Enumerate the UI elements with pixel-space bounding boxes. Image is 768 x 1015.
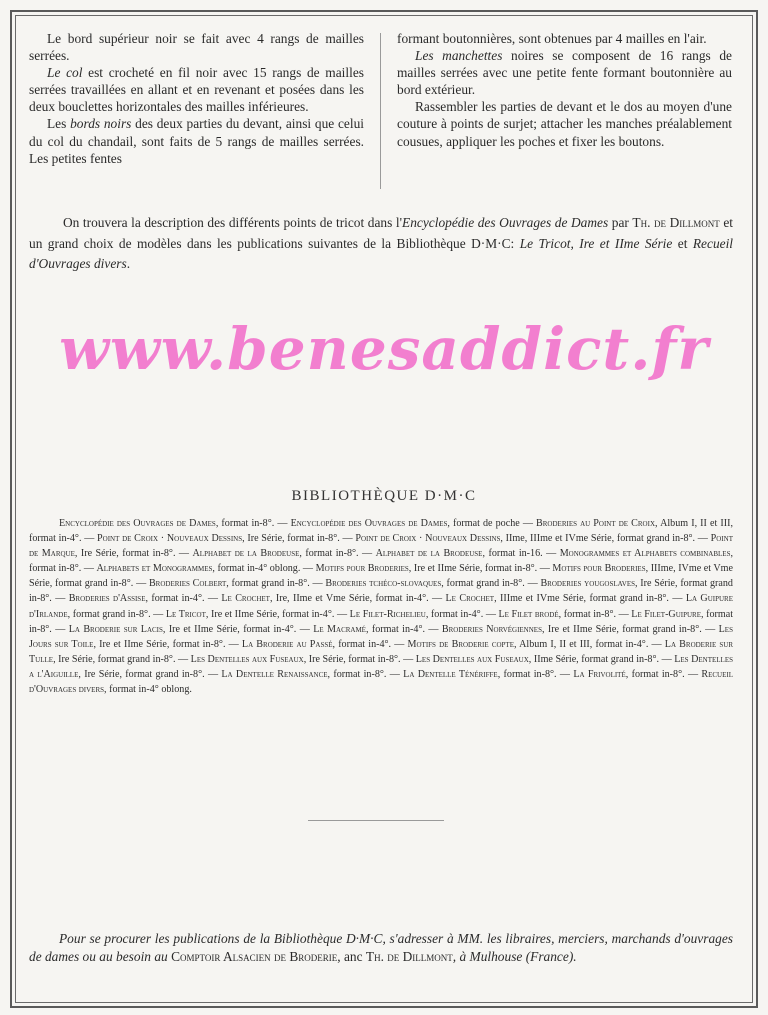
library-heading: BIBLIOTHÈQUE D·M·C <box>291 488 477 504</box>
catalog-item-format: , IIme Série, format grand in-8°. — <box>528 653 675 665</box>
reference-text: et un grand choix de modèles dans les publications suivantes de la Bibliothèque D·M·C: <box>29 215 733 251</box>
catalog-item-title: Point de Croix · Nouveaux Dessins <box>355 533 501 545</box>
catalog-item-title: Les Jours sur Toile <box>29 623 733 650</box>
catalog-item-title: La Dentelle Renaissance <box>221 668 328 680</box>
reference-text: On trouvera la description des différents points de tricot dans l' <box>63 215 403 230</box>
catalog-item-title: La Broderie au Passé <box>241 638 333 650</box>
catalog-item-format: , format in-16. — <box>482 548 560 560</box>
recueil-title: Recueil d'Ouvrages divers <box>29 235 734 271</box>
author-name: Th. de Dillmont <box>365 948 453 964</box>
catalog-item-title: Broderies d'Assise <box>68 593 146 605</box>
encyclopedia-title: Encyclopédie des Ouvrages de Dames <box>402 215 609 230</box>
catalog-item-format: , format in-8°. — <box>327 668 404 680</box>
catalog-item-title: Le Tricot <box>165 608 206 620</box>
catalog-item-title: Point de Marque <box>29 533 733 560</box>
reference-text: et <box>672 235 693 251</box>
catalog-item-format: , Ire et IIme Série, format grand in-8°. — <box>541 623 719 635</box>
catalog-item-title: Le Crochet <box>445 593 495 605</box>
section-divider <box>308 820 444 821</box>
column-divider <box>380 33 381 189</box>
watermark-url: www.benesaddict.fr <box>59 315 709 383</box>
edges-text: des deux parties du devant, ainsi que celui du col du chandail, sont faits de 5 rangs de mailles serrées. Les petites fentes <box>29 116 364 166</box>
catalog-item-format: , Ire Série, format grand in-8°. — <box>29 578 733 605</box>
catalog-item-format: , format in-8°. — <box>625 668 702 680</box>
edges-term: bords noirs <box>70 116 132 132</box>
catalog-item-title: Broderies Colbert <box>148 578 227 590</box>
footer-text: , anc <box>337 948 363 964</box>
catalog-item-format: , format grand in-8°. — <box>226 578 326 590</box>
comptoir-name: Comptoir Alsacien de Broderie <box>171 948 338 964</box>
catalog-item-format: , format de poche — <box>447 518 537 529</box>
edges-intro: Les <box>47 116 71 132</box>
catalog-item-title: Broderies au Point de Croix <box>536 518 655 529</box>
catalog-item-title: Le Filet-Richelieu <box>349 608 426 620</box>
catalog-item-format: , format in-4°. — <box>332 638 408 650</box>
catalog-item-format: , format in-8°. — <box>497 668 574 680</box>
right-paragraph-1: formant boutonnières, sont obtenues par 4 mailles en l'air. <box>397 31 707 46</box>
catalog-item-format: , format in-4°. — <box>365 623 442 635</box>
catalog-item-title: Broderies yougoslaves <box>540 578 635 590</box>
right-paragraph-3: Rassembler les parties de devant et le dos au moyen d'une couture à points de surjet; attacher les manches préalablement cousues, appliquer les poches et fixer les boutons. <box>397 99 732 149</box>
catalog-item-format: , Ire et IIme Série, format in-4°. — <box>205 608 350 620</box>
catalog-item-format: , format in-8°. — <box>558 608 632 620</box>
catalog-item-title: La Dentelle Ténériffe <box>403 668 498 680</box>
catalog-item-title: Encyclopédie des Ouvrages de Dames <box>59 518 216 529</box>
cuffs-term: Les manchettes <box>415 48 503 64</box>
catalog-item-format: , format in-4°. — <box>145 593 222 605</box>
catalog-item-title: Alphabet de la Brodeuse <box>192 548 300 560</box>
catalog-item-format: , Ire Série, format in-8°. — <box>74 548 193 560</box>
catalog-item-title: Les Dentelles aux Fuseaux <box>415 653 529 665</box>
catalog-item-title: Motifs de Broderie copte <box>407 638 514 650</box>
author-name: Th. de Dillmont <box>632 215 720 230</box>
catalog-item-title: Broderies tchéco-slovaques <box>325 578 442 590</box>
right-column <box>397 30 732 150</box>
left-paragraph-2 <box>29 64 364 115</box>
catalog-item-title: Encyclopédie des Ouvrages de Dames <box>290 518 448 529</box>
catalog-item-title: Le Crochet <box>221 593 270 605</box>
catalog-item-format: , Album I, II et III, format in-4°. — <box>514 638 665 650</box>
catalog-item-format: , format in-4° oblong. — <box>212 563 316 575</box>
reference-text: . <box>126 256 131 271</box>
instructions-columns <box>29 30 733 192</box>
cuffs-text: noires se composent de 16 rangs de mailles serrées avec une petite fente formant boutonnière au bord extérieur. <box>397 48 732 98</box>
footer-text: Pour se procurer les publications de la Bibliothèque D·M·C, s'adresser à MM. les libraires, merciers, marchands d'ouvrages de dames ou au besoin au <box>29 931 733 964</box>
catalog-item-format: , Ire Série, format in-8°. — <box>303 653 416 665</box>
catalog-item-format: , format grand in-8°. — <box>441 578 541 590</box>
catalog-item-title: Le Macramé <box>313 623 366 635</box>
catalog-item-format: , Ire Série, format grand in-8°. — <box>53 653 191 665</box>
tricot-title: Le Tricot, Ire et IIme Série <box>519 235 673 251</box>
catalog-item-format: , IIIme, IVme et Vme Série, format grand in-8°. — <box>29 563 734 590</box>
footer-paragraph <box>29 930 733 966</box>
catalog-item-format: , format in-4° oblong. <box>104 684 192 696</box>
catalog-item-title: Alphabets et Monogrammes <box>96 563 213 575</box>
catalog-item-title: La Guipure d'Irlande <box>29 593 733 620</box>
left-column <box>29 30 364 167</box>
catalog-item-title: La Broderie sur Tulle <box>29 638 734 665</box>
catalog-item-title: Broderies Norvégiennes <box>441 623 542 635</box>
catalog-item-format: , Album I, II et III, format in-4°. — <box>29 518 733 545</box>
collar-term: Le col <box>47 65 83 81</box>
catalog-item-format: , format in-8°. — <box>215 518 291 529</box>
catalog-item-title: La Broderie sur Lacis <box>68 623 163 635</box>
catalog-item-format: , format grand in-8°. — <box>67 608 166 620</box>
catalog-item-format: , Ire et IIme Série, format in-4°. — <box>162 623 314 635</box>
footer-text: , à Mulhouse (France). <box>452 948 577 964</box>
catalog-item-format: , format in-8°. — <box>29 548 734 575</box>
catalog-item-title: Monogrammes et Alphabets combinables <box>559 548 731 560</box>
left-paragraph-1: Le bord supérieur noir se fait avec 4 rangs de mailles serrées. <box>29 31 364 64</box>
collar-text: est crocheté en fil noir avec 15 rangs de mailles serrées travaillées en allant et en revenant et posées dans les deux bouclettes horizontales des mailles inférieures. <box>29 65 364 115</box>
catalog-item-format: , Ire Série, format in-8°. — <box>242 533 356 545</box>
catalog-item-title: Point de Croix · Nouveaux Dessins <box>97 533 243 545</box>
catalog-item-format: , Ire Série, format grand in-8°. — <box>78 668 222 680</box>
catalog-item-title: Le Filet-Guipure <box>631 608 702 620</box>
reference-paragraph <box>29 213 733 275</box>
catalog-item-format: , IIIme et IVme Série, format grand in-8°. — <box>494 593 686 605</box>
catalog-item-title: La Frivolité <box>573 668 626 680</box>
catalog-item-format: , IIme, IIIme et IVme Série, format grand in-8°. — <box>500 533 711 545</box>
catalog-item-format: , Ire, IIme et Vme Série, format in-4°. — <box>269 593 446 605</box>
catalog-list <box>29 516 733 697</box>
left-paragraph-3 <box>29 115 364 166</box>
catalog-item-title: Les Dentelles aux Fuseaux <box>190 653 304 665</box>
reference-text: par <box>608 215 633 230</box>
catalog-item-title: Motifs pour Broderies <box>315 563 409 575</box>
right-paragraph-2 <box>397 47 732 98</box>
catalog-item-title: Alphabet de la Brodeuse <box>375 548 483 560</box>
catalog-item-format: , format in-8°. — <box>29 608 734 635</box>
catalog-item-format: , format in-8°. — <box>299 548 376 560</box>
catalog-item-format: , format in-4°. — <box>425 608 499 620</box>
catalog-item-format: , Ire et IIme Série, format in-8°. — <box>408 563 553 575</box>
catalog-item-title: Recueil d'Ouvrages divers <box>29 668 733 696</box>
catalog-item-title: Motifs pour Broderies <box>552 563 646 575</box>
catalog-item-title: Le Filet brodé <box>498 608 559 620</box>
catalog-item-title: Les Dentelles a l'Aiguille <box>29 653 733 680</box>
catalog-item-format: , Ire et IIme Série, format in-8°. — <box>93 638 242 650</box>
